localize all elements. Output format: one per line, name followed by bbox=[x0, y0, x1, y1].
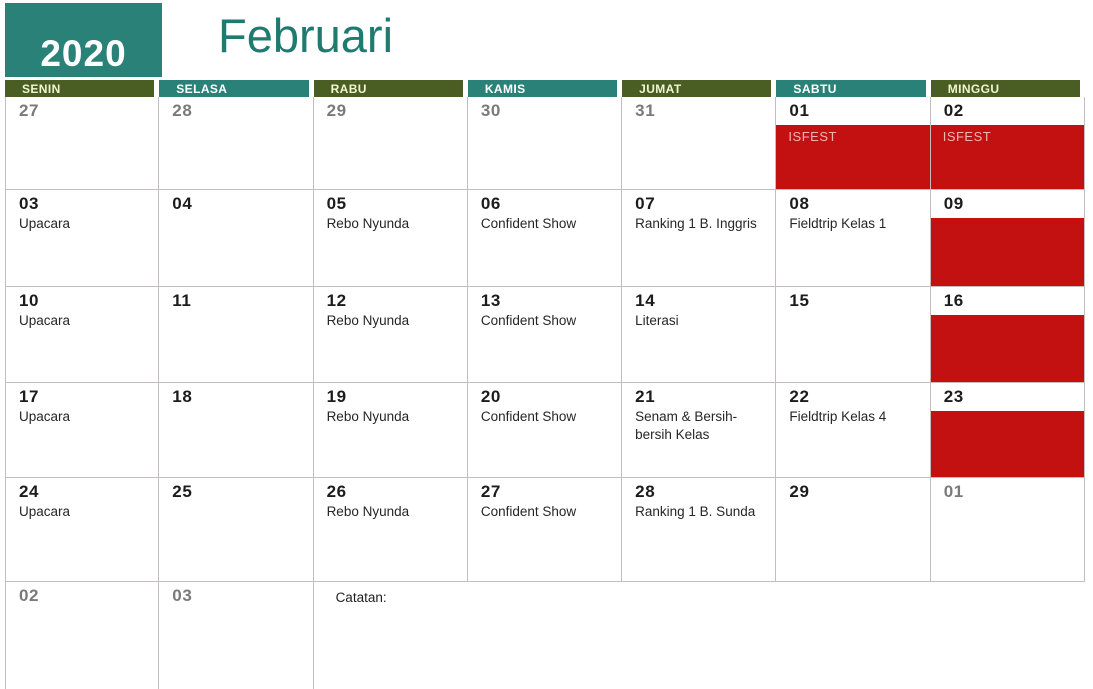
date-number: 08 bbox=[789, 194, 810, 213]
date-number: 30 bbox=[480, 101, 501, 120]
date-number: 27 bbox=[480, 482, 501, 501]
date-number: 11 bbox=[172, 291, 192, 310]
day-cell bbox=[159, 383, 313, 478]
date-number: 19 bbox=[326, 387, 347, 406]
date-number: 12 bbox=[326, 291, 347, 310]
event-text bbox=[159, 502, 312, 503]
date-number: 04 bbox=[172, 194, 193, 213]
weekday-label: JUMAT bbox=[639, 81, 682, 96]
date-number: 15 bbox=[789, 291, 810, 310]
day-cell bbox=[159, 478, 313, 582]
day-cell bbox=[622, 190, 776, 287]
day-cell bbox=[159, 97, 313, 190]
date-number: 22 bbox=[789, 387, 810, 406]
date-number: 10 bbox=[19, 291, 40, 310]
event-text: Senam & Bersih-bersih Kelas bbox=[635, 409, 738, 443]
date-number: 31 bbox=[635, 101, 656, 120]
event-text: Confident Show bbox=[480, 216, 577, 232]
date-number: 21 bbox=[635, 387, 656, 406]
day-cell bbox=[159, 582, 313, 689]
holiday-highlight-block bbox=[776, 125, 929, 189]
day-cell bbox=[468, 478, 622, 582]
day-cell bbox=[314, 478, 468, 582]
day-cell bbox=[776, 190, 930, 287]
date-number: 03 bbox=[172, 586, 193, 605]
day-cell bbox=[776, 478, 930, 582]
date-number: 01 bbox=[789, 101, 810, 120]
day-cell bbox=[5, 478, 159, 582]
date-number: 02 bbox=[943, 101, 964, 120]
holiday-label: ISFEST bbox=[942, 129, 992, 145]
date-number: 02 bbox=[19, 586, 40, 605]
event-text: Fieldtrip Kelas 4 bbox=[789, 409, 887, 425]
event-text bbox=[6, 606, 158, 607]
day-cell bbox=[159, 287, 313, 383]
weekday-label: SENIN bbox=[22, 81, 61, 96]
notes-area bbox=[314, 582, 1085, 689]
event-text: Upacara bbox=[19, 504, 71, 520]
event-text bbox=[159, 214, 312, 215]
weekday-label: MINGGU bbox=[947, 81, 1000, 96]
date-number: 14 bbox=[635, 291, 656, 310]
holiday-highlight-block bbox=[931, 218, 1084, 286]
date-number: 17 bbox=[19, 387, 40, 406]
event-text: Ranking 1 B. Inggris bbox=[635, 216, 757, 232]
date-number: 18 bbox=[172, 387, 193, 406]
weekday-header bbox=[931, 80, 1080, 97]
weekday-header bbox=[314, 80, 463, 97]
holiday-label bbox=[931, 218, 1084, 222]
event-text: Confident Show bbox=[480, 409, 577, 425]
event-text: Rebo Nyunda bbox=[326, 409, 410, 425]
day-cell bbox=[5, 582, 159, 689]
calendar-grid bbox=[5, 97, 1085, 689]
year-badge bbox=[5, 3, 162, 77]
event-text bbox=[776, 502, 929, 503]
day-cell bbox=[931, 287, 1085, 383]
event-text bbox=[159, 606, 312, 607]
holiday-highlight-block bbox=[931, 125, 1084, 189]
date-number: 01 bbox=[943, 482, 964, 501]
day-cell bbox=[622, 97, 776, 190]
holiday-highlight-block bbox=[931, 411, 1084, 477]
date-number: 13 bbox=[480, 291, 501, 310]
event-text bbox=[314, 121, 467, 122]
date-number: 16 bbox=[943, 291, 964, 310]
day-cell bbox=[622, 383, 776, 478]
weekday-label: RABU bbox=[330, 81, 367, 96]
day-cell bbox=[468, 383, 622, 478]
day-cell bbox=[931, 190, 1085, 287]
date-number: 03 bbox=[19, 194, 40, 213]
event-text bbox=[159, 121, 312, 122]
weekday-header bbox=[159, 80, 308, 97]
date-number: 23 bbox=[943, 387, 964, 406]
day-cell bbox=[5, 190, 159, 287]
day-cell bbox=[622, 478, 776, 582]
day-cell bbox=[314, 287, 468, 383]
date-number: 25 bbox=[172, 482, 193, 501]
holiday-label bbox=[931, 315, 1084, 319]
date-number: 27 bbox=[19, 101, 40, 120]
notes-label: Catatan: bbox=[335, 590, 387, 605]
day-cell bbox=[468, 97, 622, 190]
date-number: 29 bbox=[789, 482, 810, 501]
event-text bbox=[776, 311, 929, 312]
date-number: 24 bbox=[19, 482, 40, 501]
event-text bbox=[159, 407, 312, 408]
weekday-label: KAMIS bbox=[484, 81, 526, 96]
day-cell bbox=[468, 190, 622, 287]
weekday-header-row bbox=[5, 80, 1085, 97]
event-text: Confident Show bbox=[480, 313, 577, 329]
day-cell bbox=[931, 478, 1085, 582]
holiday-label bbox=[931, 411, 1084, 415]
holiday-highlight-block bbox=[931, 315, 1084, 382]
weekday-header bbox=[468, 80, 617, 97]
event-text bbox=[931, 121, 1084, 122]
date-number: 20 bbox=[480, 387, 501, 406]
event-text bbox=[159, 311, 312, 312]
day-cell bbox=[159, 190, 313, 287]
day-cell bbox=[314, 97, 468, 190]
event-text: Literasi bbox=[635, 313, 679, 329]
event-text: Upacara bbox=[19, 409, 71, 425]
event-text: Confident Show bbox=[480, 504, 577, 520]
year-label: 2020 bbox=[40, 33, 127, 74]
event-text bbox=[468, 121, 621, 122]
day-cell bbox=[931, 97, 1085, 190]
day-cell bbox=[468, 287, 622, 383]
date-number: 26 bbox=[326, 482, 347, 501]
date-number: 28 bbox=[172, 101, 193, 120]
event-text bbox=[931, 214, 1084, 215]
event-text bbox=[931, 502, 1084, 503]
event-text: Fieldtrip Kelas 1 bbox=[789, 216, 887, 232]
event-text bbox=[622, 121, 775, 122]
day-cell bbox=[776, 287, 930, 383]
event-text: Upacara bbox=[19, 313, 71, 329]
event-text: Rebo Nyunda bbox=[326, 504, 410, 520]
day-cell bbox=[5, 97, 159, 190]
event-text: Rebo Nyunda bbox=[326, 216, 410, 232]
weekday-header bbox=[622, 80, 771, 97]
event-text: Ranking 1 B. Sunda bbox=[635, 504, 756, 520]
weekday-label: SELASA bbox=[176, 81, 228, 96]
event-text: Rebo Nyunda bbox=[326, 313, 410, 329]
day-cell bbox=[5, 383, 159, 478]
event-text bbox=[6, 121, 158, 122]
weekday-header bbox=[776, 80, 925, 97]
date-number: 28 bbox=[635, 482, 656, 501]
day-cell bbox=[314, 383, 468, 478]
date-number: 06 bbox=[480, 194, 501, 213]
month-title: Februari bbox=[218, 9, 394, 62]
holiday-label: ISFEST bbox=[788, 129, 837, 145]
date-number: 29 bbox=[326, 101, 347, 120]
event-text bbox=[931, 407, 1084, 408]
event-text bbox=[931, 311, 1084, 312]
day-cell bbox=[776, 97, 930, 190]
date-number: 09 bbox=[943, 194, 964, 213]
weekday-header bbox=[5, 80, 154, 97]
day-cell bbox=[5, 287, 159, 383]
weekday-label: SABTU bbox=[793, 81, 837, 96]
event-text bbox=[776, 121, 929, 122]
day-cell bbox=[622, 287, 776, 383]
day-cell bbox=[314, 190, 468, 287]
date-number: 05 bbox=[326, 194, 347, 213]
day-cell bbox=[776, 383, 930, 478]
date-number: 07 bbox=[635, 194, 656, 213]
event-text: Upacara bbox=[19, 216, 71, 232]
day-cell bbox=[931, 383, 1085, 478]
